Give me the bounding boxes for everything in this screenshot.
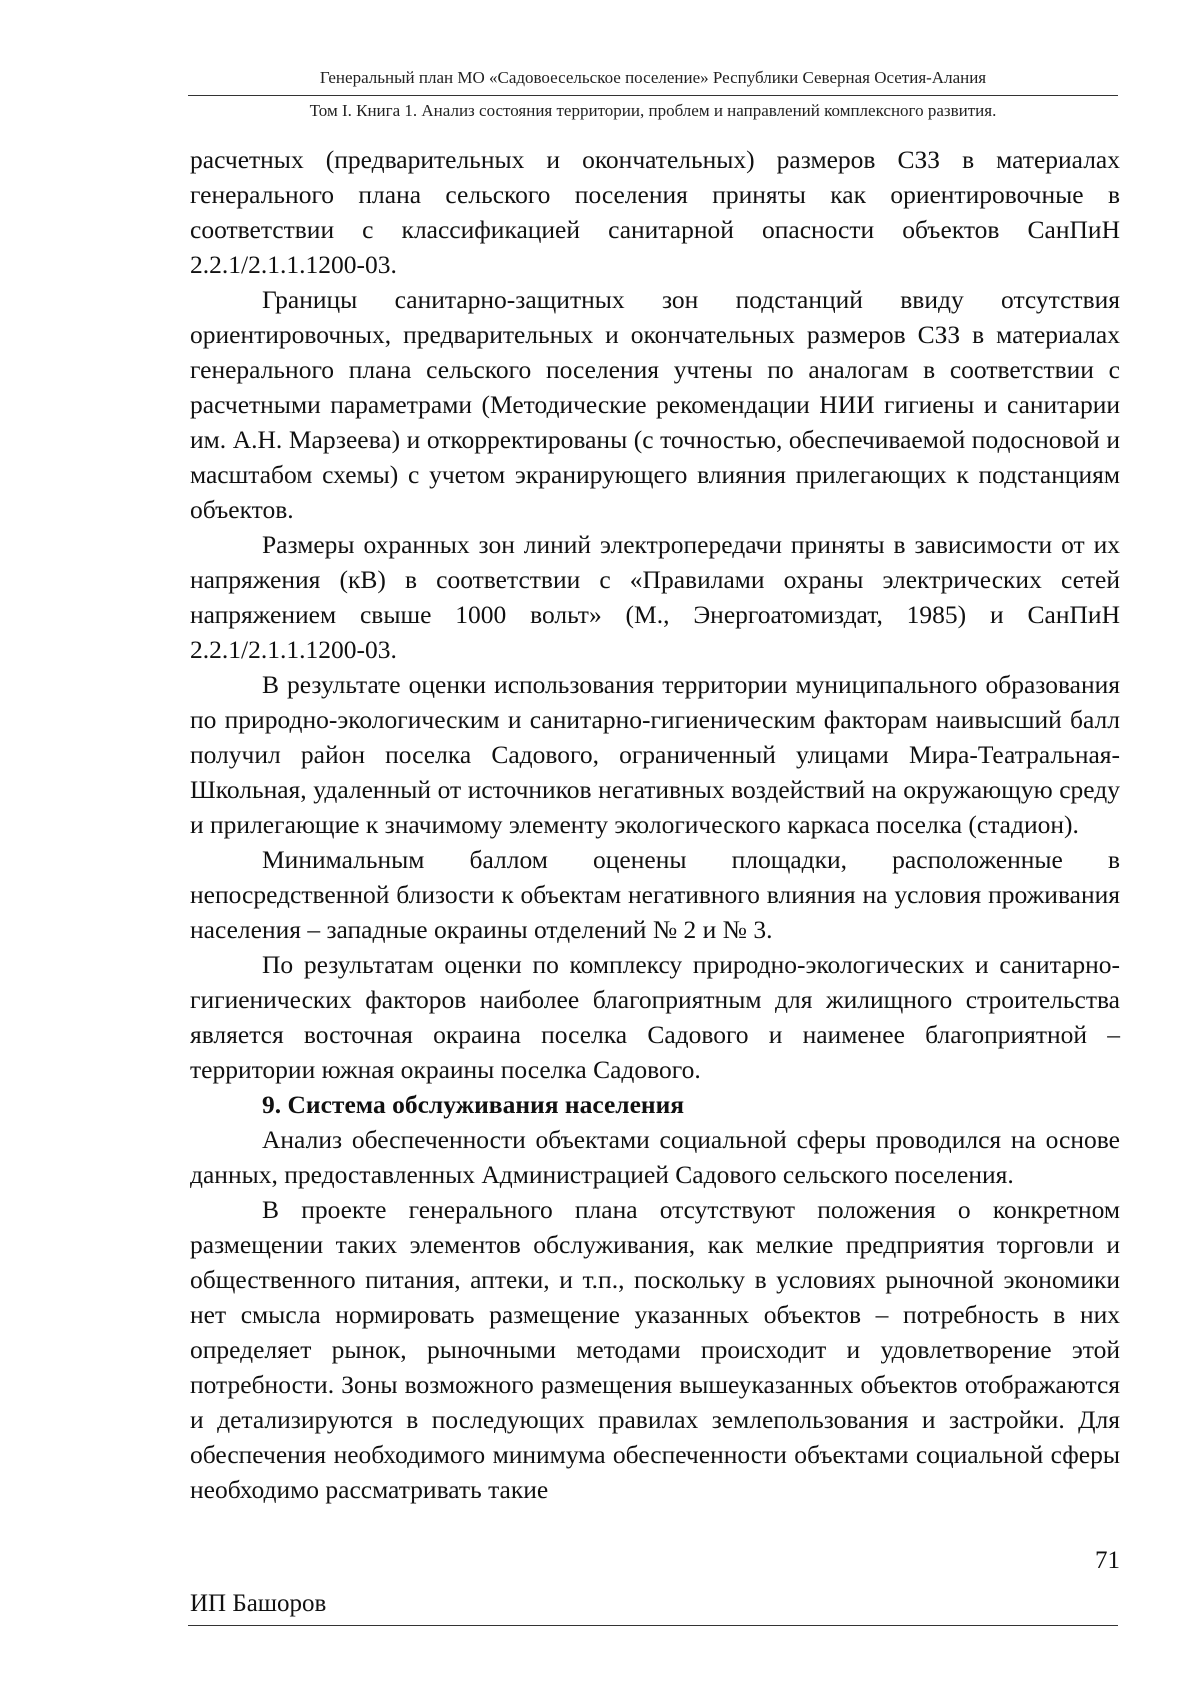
paragraph: Минимальным баллом оценены площадки, расположенные в непосредственной близости к объектам негативного влияния на условия проживания населения – западные окраины отделений № 2 и № 3. [190,845,1120,944]
section-heading: 9. Система обслуживания населения [262,1090,685,1119]
document-body [190,142,1120,1507]
paragraph: Размеры охранных зон линий электропередачи приняты в зависимости от их напряжения (кВ) в соответствии с «Правилами охраны электрических сетей напряжением свыше 1000 вольт» (М., Энергоатомиздат, 1985) и СанПиН 2.2.1/2.1.1.1200-03. [190,530,1120,664]
running-header-title: Генеральный план МО «Садовоесельское поселение» Республики Северная Осетия-Алания [319,68,987,87]
page-number: 71 [1095,1547,1120,1574]
paragraph: В результате оценки использования территории муниципального образования по природно-экологическим и санитарно-гигиеническим факторам наивысший балл получил район поселка Садового, ограниченный улицами Мира-Театральная- Школьная, удаленный от источников негативных воздействий на окружающую среду и прилегающие к значимому элементу экологического каркаса поселка (стадион). [190,670,1120,839]
paragraph: По результатам оценки по комплексу природно-экологических и санитарно-гигиенических факторов наиболее благоприятным для жилищного строительства является восточная окраина поселка Садового и наименее благоприятной – территории южная окраины поселка Садового. [190,950,1120,1084]
running-header-subtitle: Том I. Книга 1. Анализ состояния территории, проблем и направлений комплексного развития. [309,101,997,120]
paragraph: Анализ обеспеченности объектами социальной сферы проводился на основе данных, предоставленных Администрацией Садового сельского поселения. [190,1125,1120,1189]
paragraph-continued: расчетных (предварительных и окончательных) размеров СЗЗ в материалах генерального плана сельского поселения приняты как ориентировочные в соответствии с классификацией санитарной опасности объектов СанПиН 2.2.1/2.1.1.1200-03. [190,145,1120,279]
header-rule [188,95,1118,96]
paragraph: Границы санитарно-защитных зон подстанций ввиду отсутствия ориентировочных, предварительных и окончательных размеров СЗЗ в материалах генерального плана сельского поселения учтены по аналогам в соответствии с расчетными параметрами (Методические рекомендации НИИ гигиены и санитарии им. А.Н. Марзеева) и откорректированы (с точностью, обеспечиваемой подосновой и масштабом схемы) с учетом экранирующего влияния прилегающих к подстанциям объектов. [190,285,1120,524]
footer-rule [188,1625,1118,1626]
paragraph: В проекте генерального плана отсутствуют положения о конкретном размещении таких элементов обслуживания, как мелкие предприятия торговли и общественного питания, аптеки, и т.п., поскольку в условиях рыночной экономики нет смысла нормировать размещение указанных объектов – потребность в них определяет рынок, рыночными методами происходит и удовлетворение этой потребности. Зоны возможного размещения вышеуказанных объектов отображаются и детализируются в последующих правилах землепользования и застройки. Для обеспечения необходимого минимума обеспеченности объектами социальной сферы необходимо рассматривать такие [190,1195,1120,1504]
footer-author: ИП Башоров [190,1590,327,1617]
